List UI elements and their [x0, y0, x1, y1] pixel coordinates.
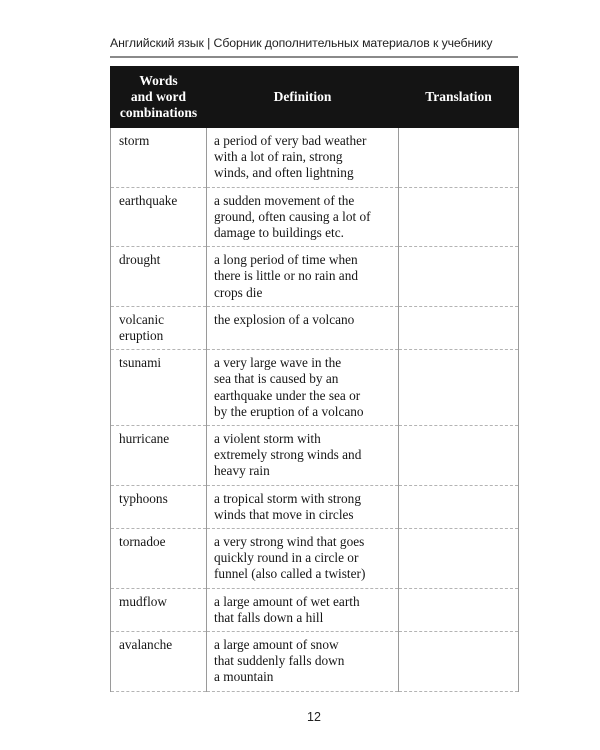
definition-cell: a violent storm with extremely strong winds and heavy rain	[207, 426, 399, 486]
word-cell: avalanche	[111, 632, 207, 692]
translation-cell[interactable]	[399, 128, 519, 188]
translation-cell[interactable]	[399, 350, 519, 426]
table-row	[111, 588, 519, 631]
table-row	[111, 426, 519, 486]
definition-cell: a very large wave in the sea that is caused by an earthquake under the sea or by the eruption of a volcano	[207, 350, 399, 426]
definition-cell: a sudden movement of the ground, often causing a lot of damage to buildings etc.	[207, 187, 399, 247]
word-cell: volcanic eruption	[111, 306, 207, 349]
column-header-translation: Translation	[399, 67, 519, 128]
table-row	[111, 632, 519, 692]
table-row	[111, 247, 519, 307]
table-row	[111, 187, 519, 247]
table-body	[111, 128, 519, 692]
word-cell: typhoons	[111, 485, 207, 528]
column-header-words: Words and word combinations	[111, 67, 207, 128]
translation-cell[interactable]	[399, 187, 519, 247]
running-header: Английский язык | Сборник дополнительных материалов к учебнику	[110, 36, 493, 50]
column-header-definition: Definition	[207, 67, 399, 128]
page-number: 12	[307, 710, 321, 724]
table-row	[111, 306, 519, 349]
word-cell: storm	[111, 128, 207, 188]
table-header	[111, 67, 519, 128]
definition-cell: a period of very bad weather with a lot of rain, strong winds, and often lightning	[207, 128, 399, 188]
table-header-row	[111, 67, 519, 128]
word-cell: mudflow	[111, 588, 207, 631]
table-row	[111, 529, 519, 589]
translation-cell[interactable]	[399, 247, 519, 307]
translation-cell[interactable]	[399, 588, 519, 631]
header-rule	[110, 56, 518, 58]
translation-cell[interactable]	[399, 306, 519, 349]
definition-cell: a long period of time when there is little or no rain and crops die	[207, 247, 399, 307]
translation-cell[interactable]	[399, 485, 519, 528]
definition-cell: a large amount of wet earth that falls down a hill	[207, 588, 399, 631]
translation-cell[interactable]	[399, 426, 519, 486]
definition-cell: a large amount of snow that suddenly falls down a mountain	[207, 632, 399, 692]
translation-cell[interactable]	[399, 632, 519, 692]
word-cell: tornadoe	[111, 529, 207, 589]
definition-cell: a tropical storm with strong winds that move in circles	[207, 485, 399, 528]
word-cell: earthquake	[111, 187, 207, 247]
word-cell: tsunami	[111, 350, 207, 426]
word-cell: hurricane	[111, 426, 207, 486]
table-row	[111, 485, 519, 528]
table-row	[111, 350, 519, 426]
word-cell: drought	[111, 247, 207, 307]
definition-cell: a very strong wind that goes quickly round in a circle or funnel (also called a twister)	[207, 529, 399, 589]
translation-cell[interactable]	[399, 529, 519, 589]
table-row	[111, 128, 519, 188]
vocabulary-table	[110, 66, 519, 692]
definition-cell: the explosion of a volcano	[207, 306, 399, 349]
